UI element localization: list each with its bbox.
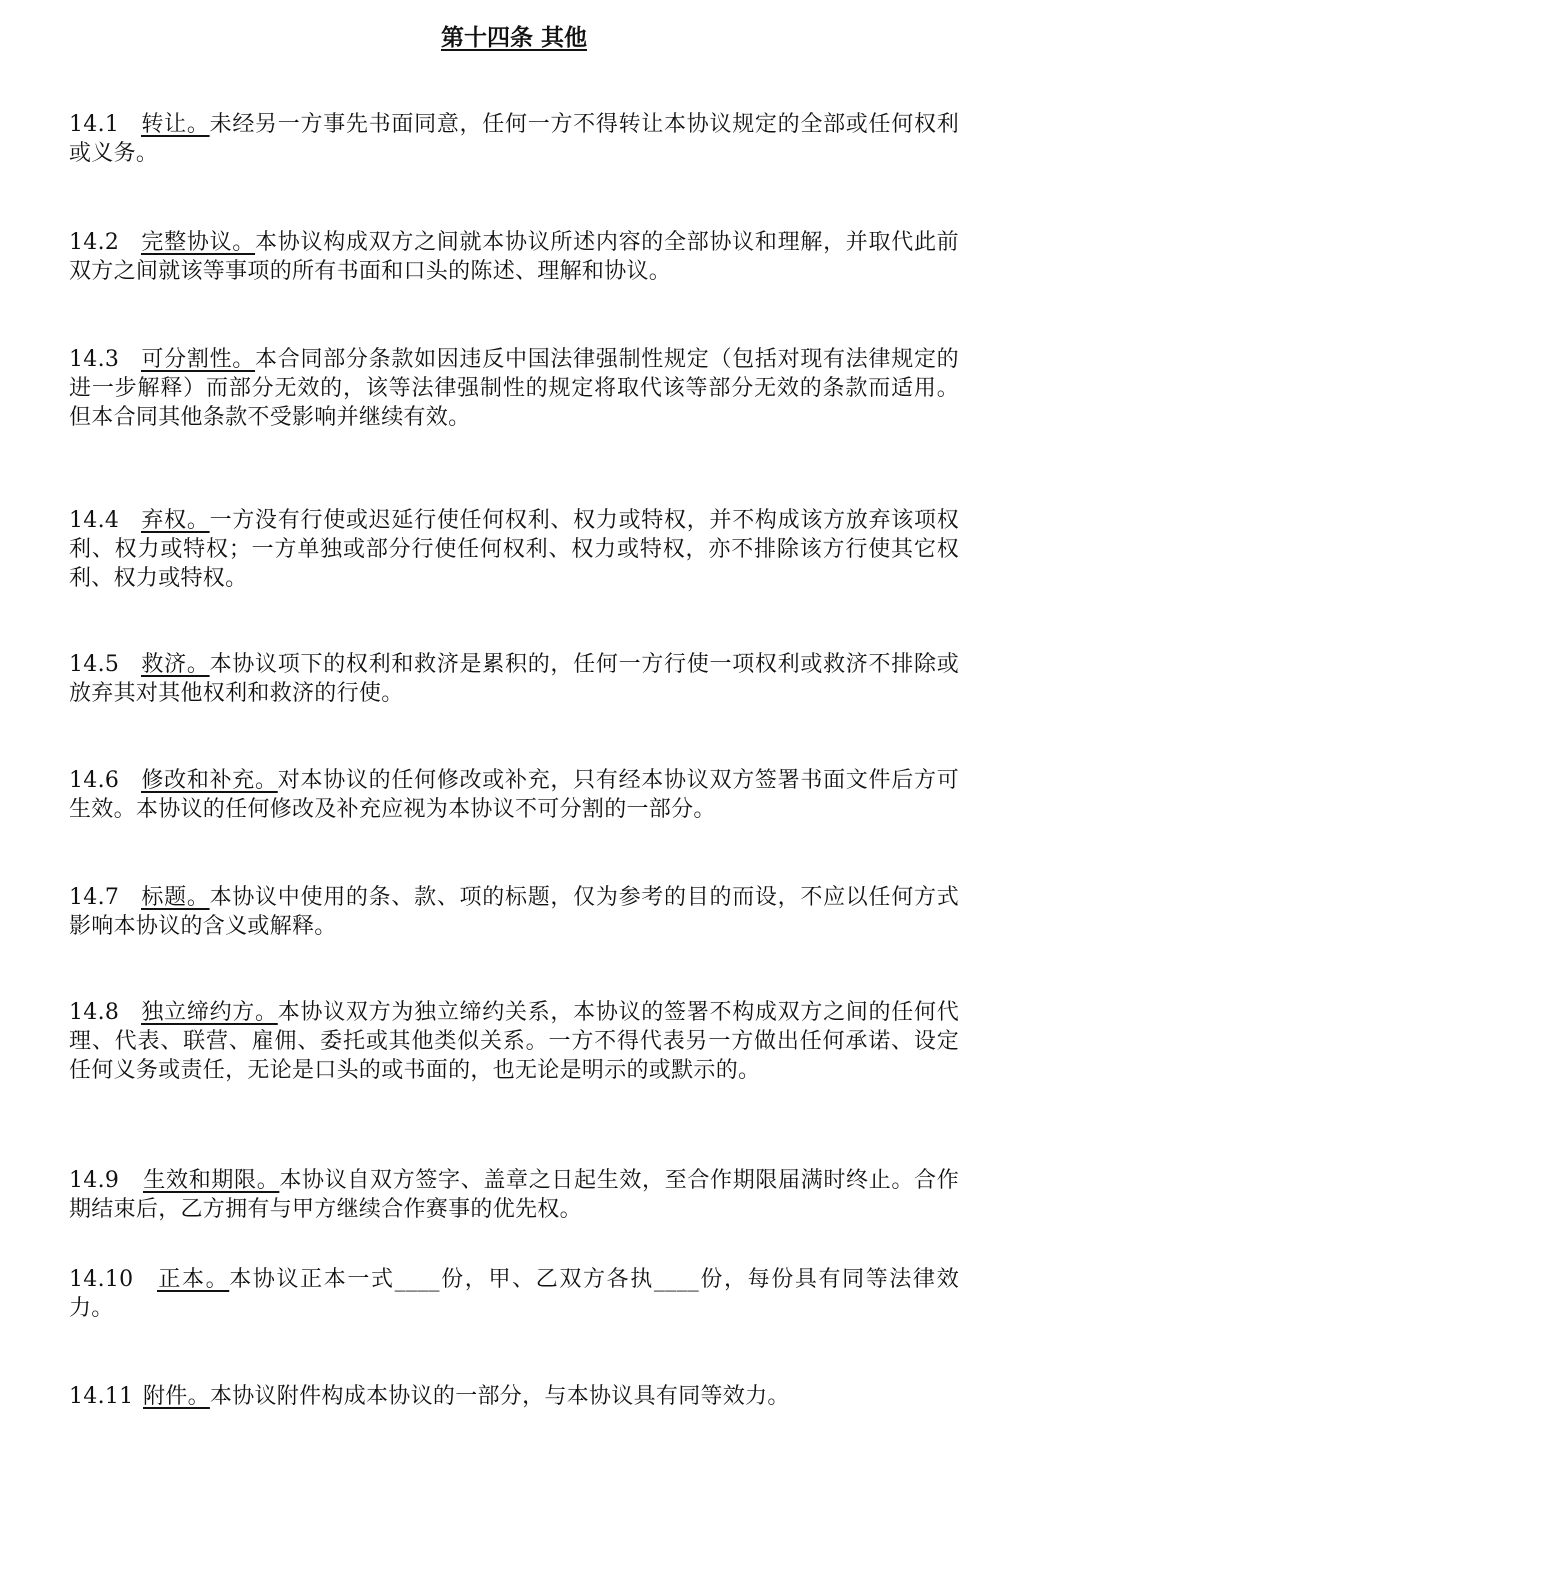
clause-14-7	[69, 883, 959, 941]
clause-body: 本协议正本一式____份，甲、乙双方各执____份，每份具有同等法律效力。	[69, 1267, 959, 1321]
clause-number: 14.8	[69, 1000, 120, 1025]
clause-number: 14.11	[69, 1384, 134, 1409]
clause-heading: 独立缔约方。	[141, 1000, 278, 1025]
clause-heading: 救济。	[141, 652, 210, 677]
clause-heading: 转让。	[141, 112, 210, 137]
clause-heading: 修改和补充。	[141, 768, 278, 793]
clause-body: 一方没有行使或迟延行使任何权利、权力或特权，并不构成该方放弃该项权利、权力或特权；一方单独或部分行使任何权利、权力或特权，亦不排除该方行使其它权利、权力或特权。	[69, 508, 959, 591]
clause-body: 本协议附件构成本协议的一部分，与本协议具有同等效力。	[209, 1384, 790, 1409]
clause-heading: 附件。	[143, 1384, 210, 1409]
clause-heading: 标题。	[141, 885, 210, 910]
clause-number: 14.5	[69, 652, 120, 677]
clause-14-10	[69, 1265, 959, 1323]
clause-heading: 弃权。	[141, 508, 210, 533]
clause-14-11	[69, 1382, 959, 1411]
clause-number: 14.7	[69, 885, 120, 910]
clause-body: 对本协议的任何修改或补充，只有经本协议双方签署书面文件后方可生效。本协议的任何修改及补充应视为本协议不可分割的一部分。	[69, 768, 959, 822]
clause-body: 未经另一方事先书面同意，任何一方不得转让本协议规定的全部或任何权利或义务。	[69, 112, 959, 166]
clause-body: 本协议构成双方之间就本协议所述内容的全部协议和理解，并取代此前双方之间就该等事项的所有书面和口头的陈述、理解和协议。	[69, 230, 959, 284]
clause-14-9	[69, 1166, 959, 1224]
clause-body: 本协议自双方签字、盖章之日起生效，至合作期限届满时终止。合作期结束后，乙方拥有与甲方继续合作赛事的优先权。	[69, 1168, 959, 1222]
clause-number: 14.6	[69, 768, 120, 793]
clause-number: 14.3	[69, 347, 120, 372]
clause-14-6	[69, 766, 959, 824]
clause-14-1	[69, 110, 959, 168]
clause-14-4	[69, 506, 959, 593]
clause-body: 本协议中使用的条、款、项的标题，仅为参考的目的而设，不应以任何方式影响本协议的含义或解释。	[69, 885, 959, 939]
clause-number: 14.1	[69, 112, 120, 137]
clause-heading: 完整协议。	[141, 230, 256, 255]
clause-number: 14.4	[69, 508, 120, 533]
clause-heading: 正本。	[157, 1267, 230, 1292]
clause-14-3	[69, 345, 959, 432]
clause-body: 本协议项下的权利和救济是累积的，任何一方行使一项权利或救济不排除或放弃其对其他权利和救济的行使。	[69, 652, 959, 706]
clause-number: 14.2	[69, 230, 120, 255]
clause-number: 14.9	[69, 1168, 120, 1193]
clause-heading: 生效和期限。	[143, 1168, 280, 1193]
clause-number: 14.10	[69, 1267, 134, 1292]
clause-14-8	[69, 998, 959, 1085]
clause-body: 本协议双方为独立缔约关系，本协议的签署不构成双方之间的任何代理、代表、联营、雇佣、委托或其他类似关系。一方不得代表另一方做出任何承诺、设定任何义务或责任，无论是口头的或书面的，也无论是明示的或默示的。	[69, 1000, 959, 1083]
clause-14-5	[69, 650, 959, 708]
clause-14-2	[69, 228, 959, 286]
clause-body: 本合同部分条款如因违反中国法律强制性规定（包括对现有法律规定的进一步解释）而部分无效的，该等法律强制性的规定将取代该等部分无效的条款而适用。但本合同其他条款不受影响并继续有效。	[69, 347, 959, 430]
article-title: 第十四条 其他	[440, 25, 587, 51]
clause-heading: 可分割性。	[141, 347, 256, 372]
